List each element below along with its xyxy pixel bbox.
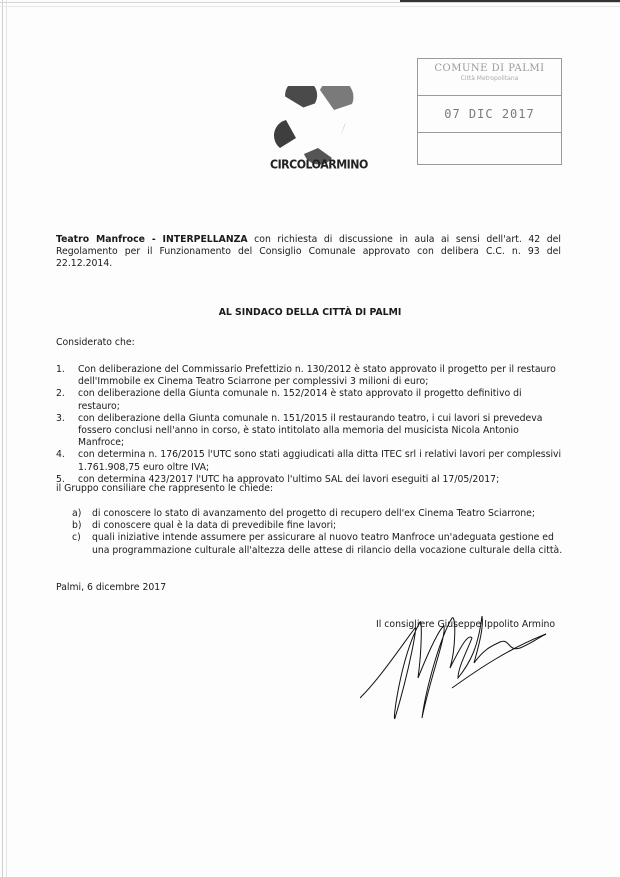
scan-edge-top-dark [400,0,620,2]
stamp-subtitle: Città Metropolitana [460,75,519,82]
signer-name: Il consigliere Giuseppe Ippolito Armino [376,619,556,630]
intro-text: con richiesta di discussione in aula ai sensi dell'art. 42 del Regolamento per il Funzionamento del Consiglio Comunale approvato con delibera C.C. n. 93 del 22.12.2014. [56,234,561,270]
logo-petal-left [274,120,296,148]
list-text: Con deliberazione del Commissario Prefettizio n. 130/2012 è stato approvato il progetto per il restauro dell'Immobile ex Cinema Teatro Sciarrone per complessivi 3 milioni di euro; [78,364,556,388]
list-number: 2. [56,388,65,400]
stamp-header [418,63,561,96]
list-item [56,413,566,450]
list-text: con deliberazione della Giunta comunale n. 151/2015 il restaurando teatro, i cui lavori si prevedeva fossero conclusi nell'anno in corso, è stato intitolato alla memoria del musicista Nicola Antonio Manfroce; [78,412,543,449]
list-text: con determina n. 176/2015 l'UTC sono stati aggiudicati alla ditta ITEC srl i relativi lavori per complessivi 1.761.908,75 euro oltre IVA; [78,449,562,473]
considerato-label: Considerato che: [56,337,135,348]
list-text: quali iniziative intende assumere per assicurare al nuovo teatro Manfroce un'adeguata gestione ed una programmazione culturale all'altezza delle attese di rilancio della vocazione culturale della città. [92,532,563,556]
stamp-date: 07 DIC 2017 [418,96,561,133]
numbered-list [56,364,566,486]
date-line: Palmi, 6 dicembre 2017 [56,582,167,593]
logo-text: CIRCOLOARMINO [270,157,368,172]
list-number: 1. [56,364,65,375]
list-number: 3. [56,412,65,424]
stamp-organization: COMUNE DI PALMI [434,63,545,74]
list-letter: b) [72,520,82,532]
handwritten-signature-icon [360,608,570,728]
list-text: con determina 423/2017 l'UTC ha approvato l'ultimo SAL dei lavori eseguiti al 17/05/2017; [78,473,500,485]
list-number: 5. [56,473,65,485]
list-text: di conoscere qual è la data di prevedibile fine lavori; [92,520,337,532]
list-item [72,532,567,556]
list-item [56,388,566,412]
list-text: di conoscere lo stato di avanzamento del progetto di recupero dell'ex Cinema Teatro Sciarrone; [92,508,536,519]
list-item [56,449,566,473]
logo-petal-top-left [283,86,319,110]
list-letter: c) [72,532,81,544]
addressee-heading: AL SINDACO DELLA CITTÀ DI PALMI [218,307,402,318]
list-number: 4. [56,449,65,461]
list-text: con deliberazione della Giunta comunale n. 152/2014 è stato approvato il progetto definitivo di restauro; [78,388,522,412]
logo-petal-top-right [320,86,353,110]
signature-stroke [360,616,546,719]
gruppo-paragraph: il Gruppo consiliare che rappresento le chiede: [56,483,274,494]
list-item [56,364,566,388]
lettered-list [72,508,567,557]
list-letter: a) [72,508,82,519]
logo-petal-right [340,122,346,138]
protocol-stamp [417,58,562,165]
scan-edge-top [0,2,620,7]
intro-paragraph [56,234,561,271]
scan-edge-left [2,0,7,877]
list-item [72,520,567,532]
intro-title: Teatro Manfroce - INTERPELLANZA [56,234,248,245]
list-item [72,508,567,520]
